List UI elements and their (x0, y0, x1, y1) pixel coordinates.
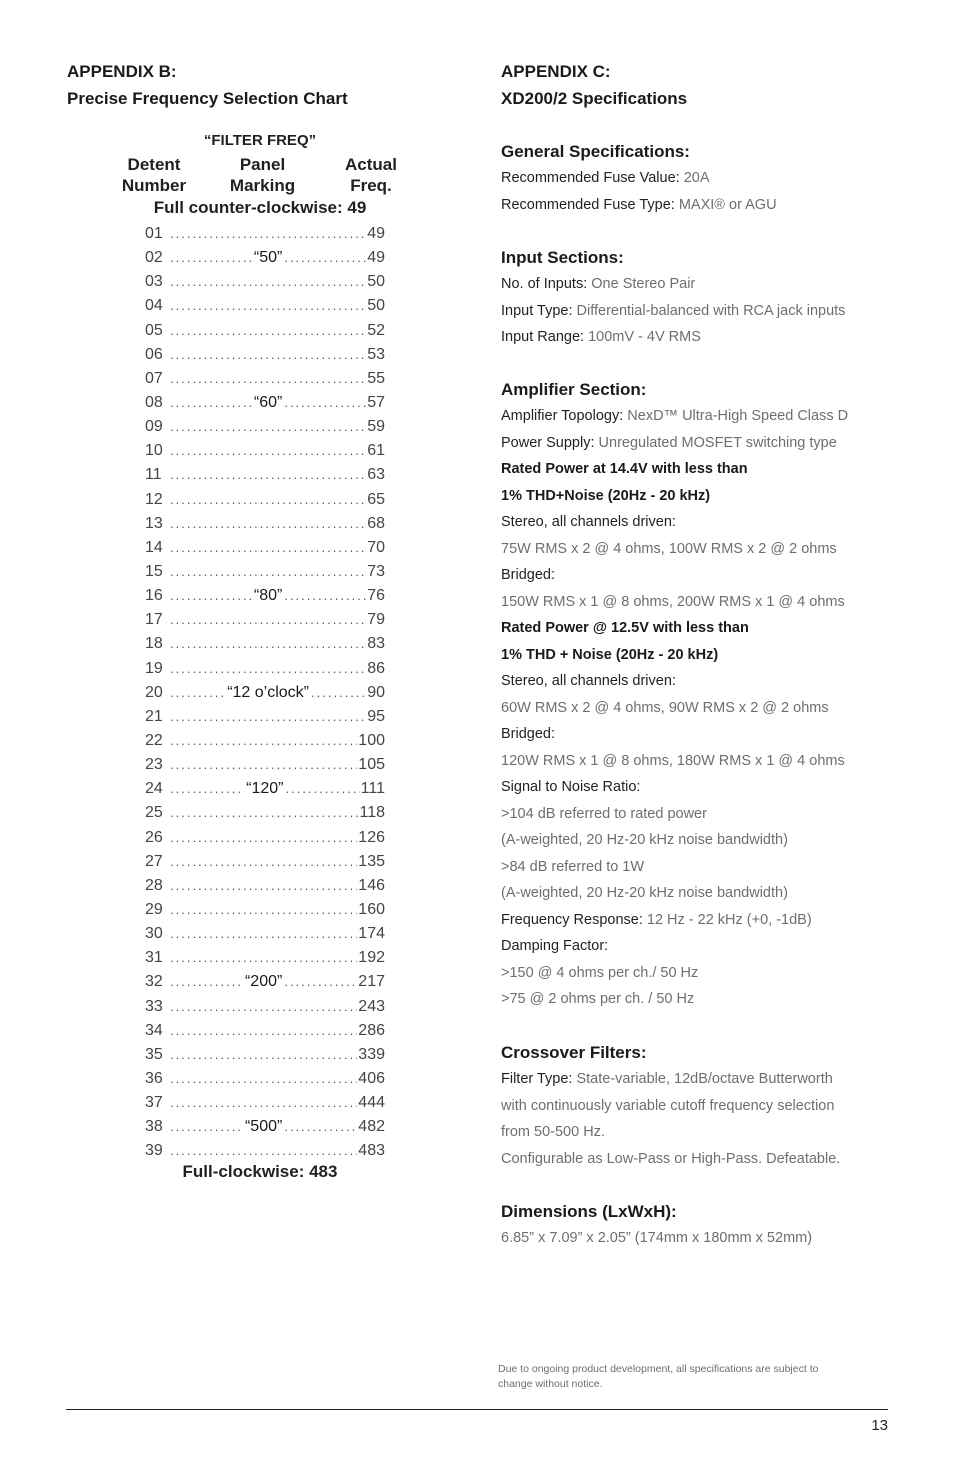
detent-number: 31 (145, 949, 163, 967)
actual-header-line2: Freq. (350, 176, 392, 195)
input-range-label: Input Range: (501, 329, 585, 345)
fuse-type-label: Recommended Fuse Type: (501, 196, 675, 213)
stereo-label-14v: Stereo, all channels driven: (501, 514, 676, 530)
detent-row (145, 1115, 385, 1139)
detent-row (145, 946, 385, 970)
actual-frequency: 83 (367, 635, 385, 653)
detent-row (145, 560, 385, 584)
dot-leader (170, 536, 366, 560)
detent-row (145, 246, 385, 270)
actual-frequency: 118 (359, 804, 385, 822)
actual-frequency: 483 (358, 1142, 385, 1160)
detent-row (145, 439, 385, 463)
actual-frequency: 95 (367, 707, 385, 725)
actual-frequency: 49 (367, 225, 385, 242)
dot-leader (284, 584, 366, 608)
detent-number: 26 (145, 828, 163, 846)
detent-header-line1: Detent (127, 155, 181, 174)
dot-leader (170, 319, 366, 343)
dot-leader (170, 463, 366, 487)
filter-line3: from 50-500 Hz. (501, 1124, 605, 1140)
damping-4ohm: >150 @ 4 ohms per ch./ 50 Hz (501, 964, 699, 981)
fuse-value-label: Recommended Fuse Value: (501, 170, 680, 186)
detent-number: 12 (145, 490, 163, 508)
detent-row (145, 367, 385, 391)
amplifier-heading: Amplifier Section: (501, 380, 647, 399)
detent-row (145, 850, 385, 874)
dot-leader (311, 681, 366, 705)
dot-leader (170, 922, 357, 946)
dot-leader (170, 705, 366, 729)
dot-leader (170, 270, 366, 294)
crossover-heading: Crossover Filters: (501, 1043, 647, 1062)
filter-line4: Configurable as Low-Pass or High-Pass. Defeatable. (501, 1150, 841, 1167)
detent-row (145, 1019, 385, 1043)
stereo-value-14v: 75W RMS x 2 @ 4 ohms, 100W RMS x 2 @ 2 ohms (501, 540, 837, 557)
actual-frequency: 100 (358, 731, 385, 749)
detent-number: 05 (145, 321, 163, 339)
detent-row (145, 753, 385, 777)
bridged-label-12v: Bridged: (501, 726, 556, 742)
actual-frequency: 50 (367, 297, 385, 315)
dot-leader (170, 415, 366, 439)
dimensions-value: 6.85” x 7.09” x 2.05” (174mm x 180mm x 52mm) (501, 1230, 813, 1246)
detent-number: 11 (145, 466, 162, 484)
detent-row (145, 1067, 385, 1091)
detent-number: 04 (145, 297, 163, 315)
panel-marking: “120” (246, 780, 284, 798)
actual-frequency: 55 (367, 369, 385, 387)
frequency-response-value: 12 Hz - 22 kHz (+0, -1dB) (642, 911, 812, 928)
dimensions-section (501, 1199, 921, 1252)
actual-frequency: 52 (367, 321, 385, 339)
detent-row (145, 801, 385, 825)
actual-frequency: 444 (358, 1094, 385, 1112)
detent-row (145, 391, 385, 415)
dot-leader (170, 439, 366, 463)
detent-row (145, 415, 385, 439)
detent-number: 24 (145, 780, 163, 798)
detent-number: 19 (145, 659, 163, 677)
detent-row (145, 970, 385, 994)
actual-frequency: 160 (358, 900, 385, 918)
disclaimer-note (498, 1362, 858, 1392)
input-type-label: Input Type: (501, 302, 573, 319)
dot-leader (170, 632, 366, 656)
detent-number: 03 (145, 273, 163, 291)
topology-line (501, 403, 921, 430)
actual-frequency: 406 (358, 1069, 385, 1087)
disclaimer-line2: change without notice. (498, 1378, 603, 1390)
dot-leader (170, 946, 357, 970)
dot-leader (170, 488, 366, 512)
filter-type-label: Filter Type: (501, 1071, 573, 1087)
panel-header-line2: Marking (229, 176, 296, 195)
panel-marking: “12 o’clock” (227, 683, 309, 701)
num-inputs-line (501, 271, 921, 298)
detent-number: 23 (145, 756, 163, 774)
actual-frequency: 174 (358, 925, 385, 943)
power-supply-line (501, 430, 921, 457)
detent-number: 18 (145, 635, 163, 653)
detent-number: 01 (145, 225, 163, 242)
input-type-value: Differential-balanced with RCA jack inputs (572, 302, 846, 319)
detent-number: 09 (145, 418, 163, 436)
frequency-response-label: Frequency Response: (501, 911, 643, 928)
dot-leader (170, 657, 366, 681)
crossover-filters (501, 1040, 921, 1172)
detent-row (145, 1043, 385, 1067)
actual-frequency: 90 (367, 683, 385, 701)
dot-leader (170, 1091, 357, 1115)
panel-marking: “60” (253, 393, 283, 411)
detent-number: 10 (145, 442, 163, 460)
detent-number: 27 (145, 852, 163, 870)
num-inputs-value: One Stereo Pair (587, 276, 696, 292)
panel-header-line1: Panel (239, 155, 286, 174)
appendix-b-heading (67, 58, 447, 112)
dot-leader (170, 729, 357, 753)
snr-rated-note: (A-weighted, 20 Hz-20 kHz noise bandwidth) (501, 832, 788, 848)
dot-leader (170, 391, 252, 415)
detent-number: 06 (145, 345, 163, 363)
panel-marking: “200” (244, 973, 283, 991)
rated-power-14v-line1: Rated Power at 14.4V with less than (501, 461, 748, 477)
detent-row (145, 657, 385, 681)
bridged-value-14v: 150W RMS x 1 @ 8 ohms, 200W RMS x 1 @ 4 ohms (501, 593, 845, 610)
detent-row (145, 270, 385, 294)
detent-number: 02 (145, 249, 163, 267)
detent-number: 29 (145, 900, 163, 918)
detent-number: 25 (145, 804, 163, 822)
detent-row (145, 777, 385, 801)
detent-number: 32 (145, 973, 163, 991)
detent-row (145, 898, 385, 922)
input-range-line (501, 324, 921, 351)
num-inputs-label: No. of Inputs: (501, 276, 588, 292)
detent-row (145, 1091, 385, 1115)
dot-leader (170, 584, 252, 608)
detent-number: 07 (145, 369, 163, 387)
detent-row (145, 632, 385, 656)
fuse-type: MAXI® or AGU (674, 196, 777, 213)
actual-frequency: 339 (358, 1045, 385, 1063)
filter-type-line (501, 1066, 921, 1093)
actual-frequency: 59 (367, 418, 385, 436)
appendix-c-title: APPENDIX C: (501, 62, 611, 81)
actual-frequency: 135 (358, 852, 385, 870)
damping-2ohm: >75 @ 2 ohms per ch. / 50 Hz (501, 991, 695, 1007)
filter-type-value: State-variable, 12dB/octave Butterworth (572, 1071, 833, 1087)
input-sections (501, 245, 921, 351)
panel-marking: “80” (253, 587, 283, 605)
damping-label: Damping Factor: (501, 938, 609, 954)
detent-row (145, 319, 385, 343)
rated-power-14v-line2: 1% THD+Noise (20Hz - 20 kHz) (501, 487, 711, 504)
dot-leader (170, 753, 357, 777)
dimensions-heading: Dimensions (LxWxH): (501, 1202, 677, 1221)
actual-frequency: 126 (358, 828, 385, 846)
detent-row (145, 729, 385, 753)
dot-leader (170, 777, 244, 801)
amplifier-section (501, 377, 921, 1013)
topology-value: NexD™ Ultra-High Speed Class D (623, 408, 849, 424)
detent-row (145, 705, 385, 729)
detent-row (145, 584, 385, 608)
dot-leader (170, 874, 357, 898)
detent-header-line2: Number (121, 176, 187, 195)
detent-number: 30 (145, 925, 163, 943)
input-type-line (501, 298, 921, 325)
actual-frequency: 68 (367, 514, 385, 532)
dot-leader (284, 391, 366, 415)
dot-leader (284, 1115, 357, 1139)
input-range-value: 100mV - 4V RMS (584, 329, 701, 345)
actual-frequency: 286 (358, 1021, 385, 1039)
appendix-b-subtitle: Precise Frequency Selection Chart (67, 89, 348, 108)
actual-frequency: 79 (367, 611, 385, 629)
detent-row (145, 826, 385, 850)
detent-number: 34 (145, 1021, 163, 1039)
general-heading: General Specifications: (501, 142, 690, 161)
detent-number: 38 (145, 1118, 163, 1136)
actual-frequency: 73 (367, 562, 385, 580)
detent-number: 20 (145, 683, 163, 701)
actual-frequency: 63 (367, 466, 385, 484)
actual-frequency: 70 (367, 538, 385, 556)
snr-1w: >84 dB referred to 1W (501, 858, 645, 875)
actual-frequency: 243 (358, 997, 385, 1015)
actual-frequency: 192 (358, 949, 385, 967)
dot-leader (284, 970, 357, 994)
rated-power-12v-line1: Rated Power @ 12.5V with less than (501, 620, 749, 636)
frequency-response-line (501, 907, 921, 934)
actual-frequency: 105 (358, 756, 385, 774)
detent-row (145, 1139, 385, 1163)
detent-row (145, 294, 385, 318)
detent-row (145, 681, 385, 705)
dot-leader (170, 970, 243, 994)
input-heading: Input Sections: (501, 248, 624, 267)
dot-leader (170, 681, 225, 705)
topology-label: Amplifier Topology: (501, 408, 624, 424)
dot-leader (170, 1067, 357, 1091)
detent-number-header (115, 154, 193, 196)
actual-frequency: 65 (367, 490, 385, 508)
dot-leader (170, 1043, 357, 1067)
detent-number: 37 (145, 1094, 163, 1112)
detent-number: 08 (145, 393, 163, 411)
detent-row (145, 874, 385, 898)
dot-leader (170, 608, 366, 632)
fuse-type-line (501, 192, 921, 219)
actual-frequency: 50 (367, 273, 385, 291)
dot-leader (170, 801, 358, 825)
detent-number: 21 (145, 707, 163, 725)
dot-leader (286, 777, 360, 801)
appendix-c-subtitle: XD200/2 Specifications (501, 89, 688, 108)
panel-marking-header (215, 154, 310, 196)
actual-frequency: 53 (367, 345, 385, 363)
actual-freq-header (337, 154, 405, 196)
dot-leader (170, 367, 366, 391)
detent-number: 14 (145, 538, 163, 556)
detent-number: 28 (145, 876, 163, 894)
detent-row (145, 608, 385, 632)
dot-leader (170, 222, 366, 246)
actual-header-line1: Actual (345, 155, 397, 174)
full-clockwise: Full-clockwise: 483 (182, 1162, 338, 1181)
detent-row (145, 343, 385, 367)
detent-number: 22 (145, 731, 163, 749)
detent-number: 13 (145, 514, 163, 532)
appendix-c-heading (501, 58, 921, 112)
panel-marking: “500” (244, 1118, 283, 1136)
dot-leader (170, 995, 357, 1019)
detent-row (145, 222, 385, 246)
actual-frequency: 217 (358, 973, 385, 991)
bridged-label-14v: Bridged: (501, 567, 556, 583)
detent-row (145, 922, 385, 946)
power-supply-label: Power Supply: (501, 434, 595, 451)
dot-leader (170, 343, 366, 367)
detent-row (145, 463, 385, 487)
dot-leader (170, 826, 357, 850)
dot-leader (284, 246, 366, 270)
dot-leader (170, 246, 252, 270)
fuse-value: 20A (679, 170, 710, 186)
power-supply-value: Unregulated MOSFET switching type (594, 434, 837, 451)
footer-divider (66, 1409, 888, 1410)
dot-leader (170, 898, 357, 922)
actual-frequency: 57 (367, 393, 385, 411)
disclaimer-line1: Due to ongoing product development, all specifications are subject to (498, 1363, 819, 1375)
dot-leader (170, 1019, 357, 1043)
detent-row (145, 995, 385, 1019)
snr-rated: >104 dB referred to rated power (501, 805, 707, 822)
actual-frequency: 146 (358, 876, 385, 894)
filter-line2: with continuously variable cutoff frequency selection (501, 1097, 835, 1114)
actual-frequency: 86 (367, 659, 385, 677)
detent-row (145, 512, 385, 536)
detent-number: 15 (145, 562, 163, 580)
bridged-value-12v: 120W RMS x 1 @ 8 ohms, 180W RMS x 1 @ 4 ohms (501, 752, 845, 769)
full-counter-clockwise: Full counter-clockwise: 49 (153, 198, 367, 217)
detent-number: 33 (145, 997, 163, 1015)
detent-number: 16 (145, 587, 163, 605)
panel-marking: “50” (253, 249, 283, 267)
detent-number: 39 (145, 1142, 163, 1160)
actual-frequency: 111 (360, 780, 385, 798)
actual-frequency: 76 (367, 587, 385, 605)
detent-rows (145, 222, 385, 1163)
dot-leader (170, 850, 357, 874)
detent-number: 36 (145, 1069, 163, 1087)
dot-leader (170, 512, 366, 536)
dot-leader (170, 560, 366, 584)
detent-number: 35 (145, 1045, 163, 1063)
filter-freq-label: “FILTER FREQ” (203, 132, 317, 149)
detent-number: 17 (145, 611, 163, 629)
dot-leader (170, 1115, 243, 1139)
actual-frequency: 482 (358, 1118, 385, 1136)
detent-row (145, 488, 385, 512)
rated-power-12v-line2: 1% THD + Noise (20Hz - 20 kHz) (501, 646, 719, 663)
general-specifications (501, 139, 921, 218)
snr-label: Signal to Noise Ratio: (501, 779, 641, 795)
detent-row (145, 536, 385, 560)
appendix-b-title: APPENDIX B: (67, 62, 177, 81)
stereo-label-12v: Stereo, all channels driven: (501, 673, 676, 689)
stereo-value-12v: 60W RMS x 2 @ 4 ohms, 90W RMS x 2 @ 2 ohms (501, 699, 829, 716)
fuse-value-line (501, 165, 921, 192)
snr-1w-note: (A-weighted, 20 Hz-20 kHz noise bandwidth) (501, 885, 788, 901)
actual-frequency: 49 (367, 249, 385, 267)
dot-leader (170, 1139, 357, 1163)
page-number: 13 (871, 1417, 888, 1434)
dot-leader (170, 294, 366, 318)
actual-frequency: 61 (367, 442, 385, 460)
